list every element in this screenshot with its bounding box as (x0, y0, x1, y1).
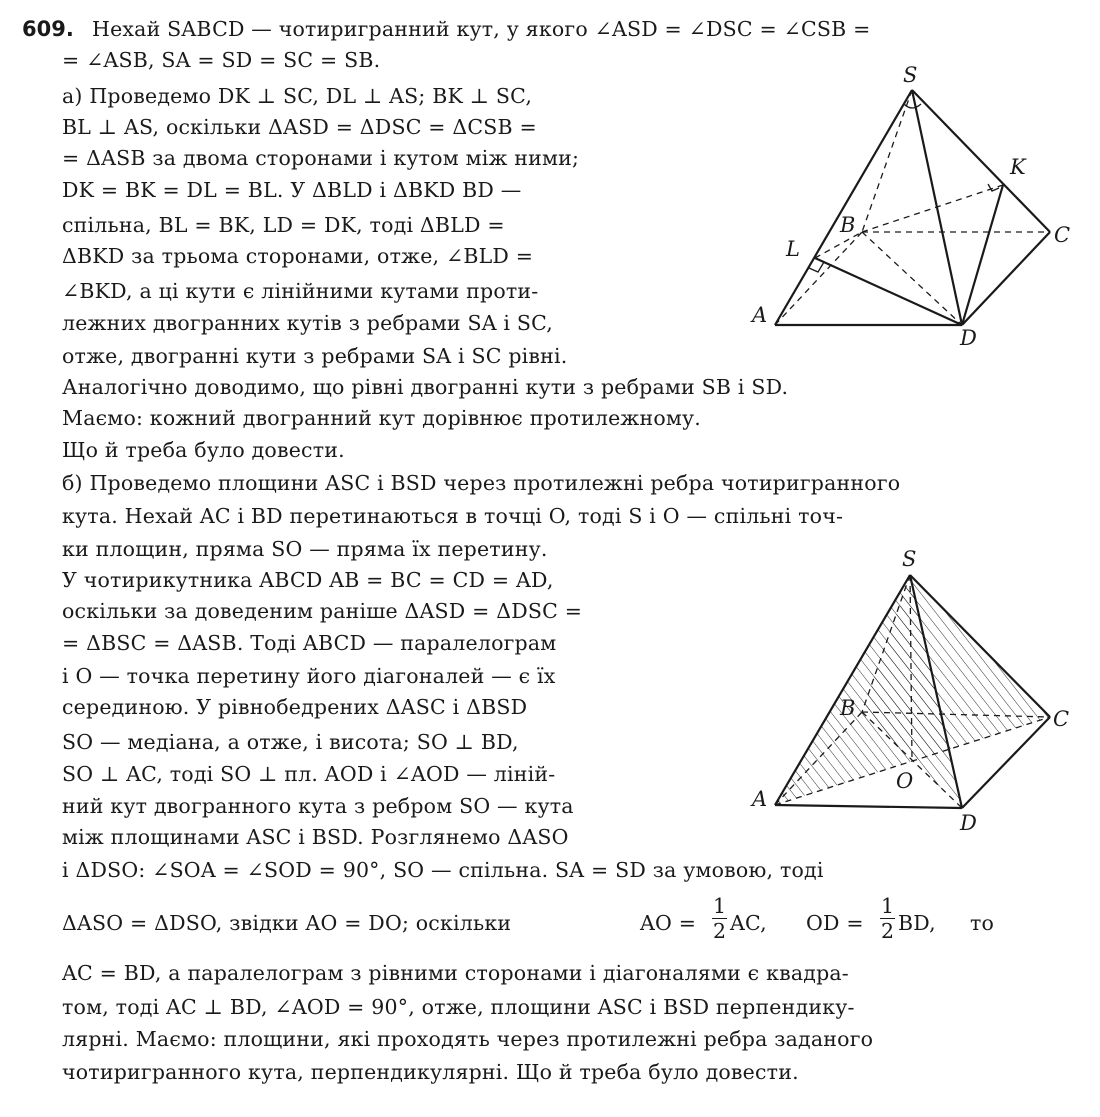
text-line-10: лежних двогранних кутів з ребрами SA і SC, (62, 311, 554, 335)
text-line-1: Нехай SABCD — чотиригранний кут, у якого ∠ASD = ∠DSC = ∠CSB = (92, 17, 871, 41)
text-line-22: серединою. У рівнобедрених ΔASC і ΔBSD (62, 695, 528, 719)
formula-od-rhs: BD, (898, 911, 936, 935)
text-line-13: Маємо: кожний двогранний кут дорівнює протилежному. (62, 406, 701, 430)
formula-tail: то (970, 911, 995, 935)
formula-od-lhs: OD = (806, 911, 864, 935)
text-line-32: чотиригранного кута, перпендикулярні. Що й треба було довести. (62, 1060, 799, 1084)
fraction-num: 1 (881, 894, 895, 918)
fraction-half-2 (880, 894, 895, 943)
text-line-4: BL ⊥ AS, оскільки ΔASD = ΔDSC = ΔCSB = (62, 115, 537, 139)
text-line-18: У чотирикутника ABCD AB = BC = CD = AD, (62, 568, 554, 592)
text-line-27: і ΔDSO: ∠SOA = ∠SOD = 90°, SO — спільна. SA = SD за умовою, тоді (62, 858, 824, 882)
fig1-label-A: A (752, 303, 768, 327)
text-line-2: = ∠ASB, SA = SD = SC = SB. (62, 48, 381, 72)
text-line-7: спільна, BL = BK, LD = DK, тоді ΔBLD = (62, 213, 505, 237)
text-line-30: том, тоді AC ⊥ BD, ∠AOD = 90°, отже, площини ASC і BSD перпендику- (62, 995, 855, 1019)
fraction-num: 1 (713, 894, 727, 918)
fig2-label-A: A (752, 787, 768, 811)
figure-2-pyramid (740, 540, 1080, 840)
text-line-17: ки площин, пряма SO — пряма їх перетину. (62, 537, 548, 561)
fig2-label-C: C (1053, 707, 1070, 731)
text-line-14: Що й треба було довести. (62, 438, 345, 462)
text-line-31: лярні. Маємо: площини, які проходять через протилежні ребра заданого (62, 1027, 874, 1051)
text-line-5: = ΔASB за двома сторонами і кутом між ними; (62, 146, 580, 170)
fig1-label-L: L (786, 237, 800, 261)
fraction-den: 2 (881, 919, 895, 943)
text-line-23: SO — медіана, а отже, і висота; SO ⊥ BD, (62, 730, 519, 754)
fig2-label-O: O (896, 769, 914, 793)
text-line-29: AC = BD, а паралелограм з рівними сторонами і діагоналями є квадра- (62, 961, 849, 985)
figure-1-pyramid (740, 55, 1080, 355)
text-line-20: = ΔBSC = ΔASB. Тоді ABCD — паралелограм (62, 631, 557, 655)
fig1-label-K: K (1010, 155, 1026, 179)
fig1-label-B: B (840, 213, 856, 237)
text-line-11: отже, двогранні кути з ребрами SA і SC рівні. (62, 344, 568, 368)
text-line-6: DK = BK = DL = BL. У ΔBLD і ΔBKD BD — (62, 178, 522, 202)
fraction-den: 2 (713, 919, 727, 943)
text-line-16: кута. Нехай AC і BD перетинаються в точці O, тоді S і O — спільні точ- (62, 504, 844, 528)
text-line-3: а) Проведемо DK ⊥ SC, DL ⊥ AS; BK ⊥ SC, (62, 84, 533, 108)
text-line-25: ний кут двогранного кута з ребром SO — кута (62, 794, 574, 818)
fig1-label-C: C (1054, 223, 1071, 247)
text-line-9: ∠BKD, а ці кути є лінійними кутами проти- (62, 279, 539, 303)
fig2-label-S: S (902, 547, 917, 571)
text-line-12: Аналогічно доводимо, що рівні двогранні кути з ребрами SB і SD. (62, 375, 789, 399)
text-line-19: оскільки за доведеним раніше ΔASD = ΔDSC = (62, 599, 583, 623)
text-line-24: SO ⊥ AC, тоді SO ⊥ пл. AOD і ∠AOD — ліній- (62, 762, 556, 786)
fig1-label-D: D (960, 326, 977, 350)
text-line-28: ΔASO = ΔDSO, звідки AO = DO; оскільки (62, 911, 512, 935)
text-line-21: і O — точка перетину його діагоналей — є їх (62, 664, 556, 688)
fig2-label-B: B (840, 696, 856, 720)
fig1-label-S: S (903, 63, 918, 87)
fraction-half-1 (712, 894, 727, 943)
formula-ao-lhs: AO = (640, 911, 697, 935)
fig2-label-D: D (960, 811, 977, 835)
formula-ao-rhs: AC, (730, 911, 767, 935)
text-line-8: ΔBKD за трьома сторонами, отже, ∠BLD = (62, 244, 534, 268)
text-line-15: б) Проведемо площини ASC і BSD через протилежні ребра чотиригранного (62, 471, 901, 495)
text-line-26: між площинами ASC і BSD. Розглянемо ΔASO (62, 825, 569, 849)
problem-number: 609. (22, 17, 74, 41)
